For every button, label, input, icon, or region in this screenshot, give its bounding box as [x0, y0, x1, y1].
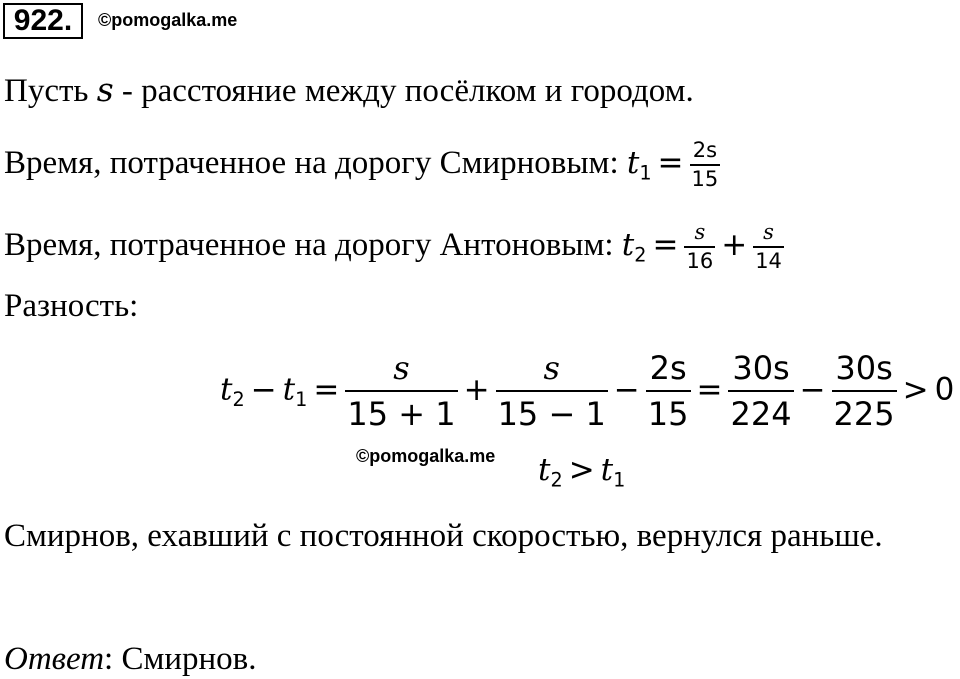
antonov-time-label: Время, потраченное на дорогу Антоновым:	[4, 227, 622, 263]
inequality-result: $t_2 > t_1$	[538, 452, 626, 492]
antonov-time-formula: $t_2$ = $\frac{s}{16}$ + $\frac{s}{14}$	[621, 220, 782, 273]
fraction-2s-15: $\frac{2s}{15}$	[691, 138, 719, 191]
fraction-s-16: $\frac{s}{16}$	[686, 220, 714, 273]
intro-before: Пусть	[4, 73, 97, 109]
conclusion-text: Смирнов, ехавший с постоянной скоростью, вернулся раньше.	[4, 518, 883, 554]
smirnov-time-formula: $t_1$ = $\frac{2s}{15}$	[626, 138, 719, 191]
fraction-2s-15-big: $\frac{2s}{15}$	[647, 349, 689, 433]
intro-var-s: s	[96, 70, 114, 109]
antonov-time-line	[4, 219, 784, 276]
fraction-s-15plus1: $\frac{s}{15 + 1}$	[347, 349, 456, 433]
answer-value: Смирнов.	[121, 641, 257, 677]
intro-line	[4, 70, 694, 111]
problem-number: 922.	[3, 3, 83, 39]
watermark-top: ©pomogalka.me	[98, 10, 238, 30]
smirnov-time-line	[4, 137, 720, 194]
fraction-30s-225: $\frac{30s}{225}$	[833, 349, 895, 433]
watermark-middle: ©pomogalka.me	[356, 446, 496, 466]
difference-label: Разность:	[4, 288, 139, 324]
fraction-s-15minus1: $\frac{s}{15 - 1}$	[497, 349, 606, 433]
intro-after: - расстояние между посёлком и городом.	[113, 73, 694, 109]
difference-equation: $t_2 - t_1$ = $\frac{s}{15 + 1}$ + $\frac{s}{15 - 1}$ − $\frac{2s}{15}$ = $\frac{30s}{224}$ − $\frac{30s}{225}$ > 0	[220, 349, 955, 433]
answer-label: Ответ	[4, 641, 105, 677]
answer-line	[4, 639, 257, 679]
answer-separator: :	[104, 641, 122, 677]
fraction-30s-224: $\frac{30s}{224}$	[730, 349, 792, 433]
smirnov-time-label: Время, потраченное на дорогу Смирновым:	[4, 145, 627, 181]
fraction-s-14: $\frac{s}{14}$	[755, 220, 782, 273]
